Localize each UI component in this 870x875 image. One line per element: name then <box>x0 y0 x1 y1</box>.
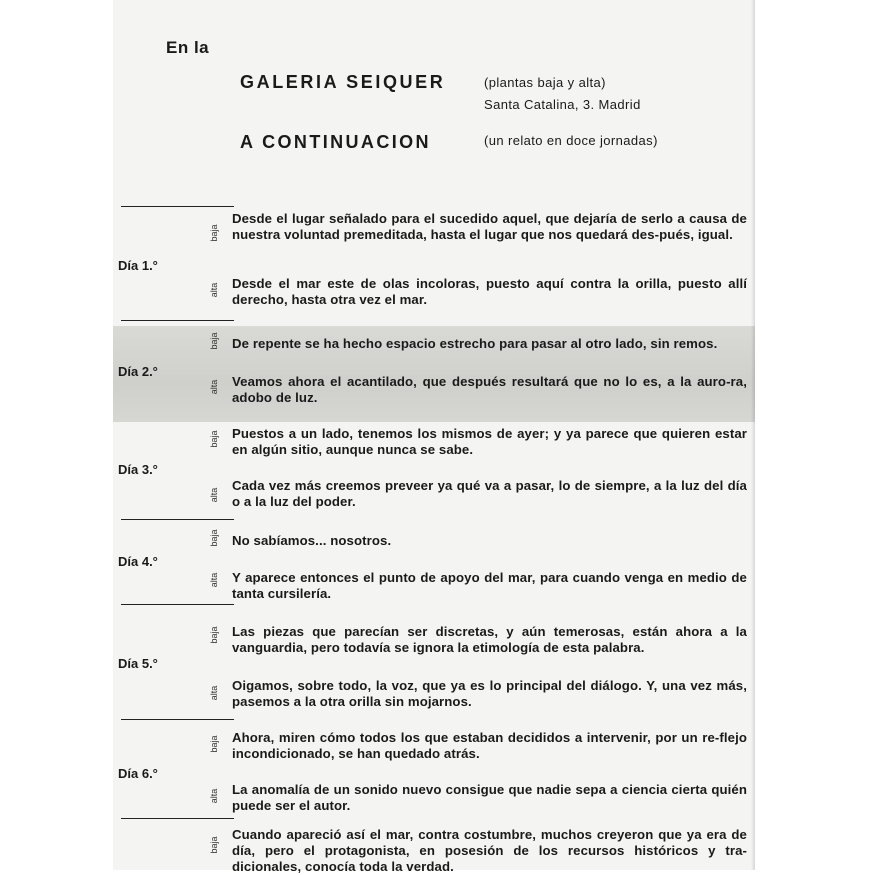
intro-text: En la <box>166 38 210 57</box>
day-5-label: Día 5.° <box>118 656 158 671</box>
floor-label-baja: baja <box>209 332 219 350</box>
gallery-address: Santa Catalina, 3. Madrid <box>484 97 641 112</box>
day-3-baja-text: Puestos a un lado, tenemos los mismos de ayer; y ya parece que quieren estar en algún sitio, aunque nunca se sabe. <box>232 426 747 457</box>
floor-label-alta: alta <box>209 572 219 588</box>
floor-label-alta: alta <box>209 379 219 395</box>
exhibition-subtitle: (un relato en doce jornadas) <box>484 133 658 148</box>
day-6-alta-text: La anomalía de un sonido nuevo consigue que nadie sepa a ciencia cierta quién puede ser el autor. <box>232 782 747 813</box>
day-1-label: Día 1.° <box>118 258 158 273</box>
paper-edge-shadow <box>751 0 755 870</box>
floor-label-alta: alta <box>209 788 219 804</box>
day-2-baja-text: De repente se ha hecho espacio estrecho para pasar al otro lado, sin remos. <box>232 336 718 351</box>
gallery-name: GALERIA SEIQUER <box>240 72 446 92</box>
gallery-note: (plantas baja y alta) <box>484 75 606 90</box>
divider-rule <box>121 206 234 207</box>
day-7-baja-text: Cuando apareció así el mar, contra costumbre, muchos creyeron que ya era de día, pero el protagonista, en posesión de los recursos históricos y tra-dicionales, conocía toda la verdad. <box>232 827 747 874</box>
day-2-alta-text: Veamos ahora el acantilado, que después resultará que no lo es, a la auro-ra, adobo de luz. <box>232 374 747 405</box>
day-3-alta-text: Cada vez más creemos preveer ya qué va a pasar, lo de siempre, a la luz del día o a la luz del poder. <box>232 478 747 509</box>
day-6-label: Día 6.° <box>118 766 158 781</box>
day-1-alta-text: Desde el mar este de olas incoloras, puesto aquí contra la orilla, puesto allí derecho, hasta otra vez el mar. <box>232 276 747 307</box>
day-1-baja-text: Desde el lugar señalado para el sucedido aquel, que dejaría de serlo a causa de nuestra voluntad premeditada, hasta el lugar que nos quedará des-pués, igual. <box>232 211 747 242</box>
day-6-baja-text: Ahora, miren cómo todos los que estaban decididos a intervenir, por un re-flejo incondicionado, se han quedado atrás. <box>232 730 747 761</box>
floor-label-baja: baja <box>209 836 219 854</box>
divider-rule <box>121 818 234 819</box>
divider-rule <box>121 519 234 520</box>
day-4-label: Día 4.° <box>118 554 158 569</box>
exhibition-title: A CONTINUACION <box>240 132 431 152</box>
floor-label-baja: baja <box>209 224 219 242</box>
floor-label-alta: alta <box>209 685 219 701</box>
day-4-alta-text: Y aparece entonces el punto de apoyo del mar, para cuando venga en medio de tanta cursilería. <box>232 570 747 601</box>
day-5-alta-text: Oigamos, sobre todo, la voz, que ya es lo principal del diálogo. Y, una vez más, pasemos a la otra orilla sin mojarnos. <box>232 678 747 709</box>
floor-label-baja: baja <box>209 430 219 448</box>
floor-label-baja: baja <box>209 735 219 753</box>
day-2-label: Día 2.° <box>118 364 158 379</box>
day-5-baja-text: Las piezas que parecían ser discretas, y aún temerosas, están ahora a la vanguardia, pero todavía se ignora la etimología de esta palabra. <box>232 624 747 655</box>
divider-rule <box>121 320 234 321</box>
day-3-label: Día 3.° <box>118 462 158 477</box>
floor-label-baja: baja <box>209 529 219 547</box>
divider-rule <box>121 604 234 605</box>
day-4-baja-text: No sabíamos... nosotros. <box>232 533 392 548</box>
floor-label-alta: alta <box>209 282 219 298</box>
floor-label-alta: alta <box>209 487 219 503</box>
floor-label-baja: baja <box>209 626 219 644</box>
divider-rule <box>121 719 234 720</box>
